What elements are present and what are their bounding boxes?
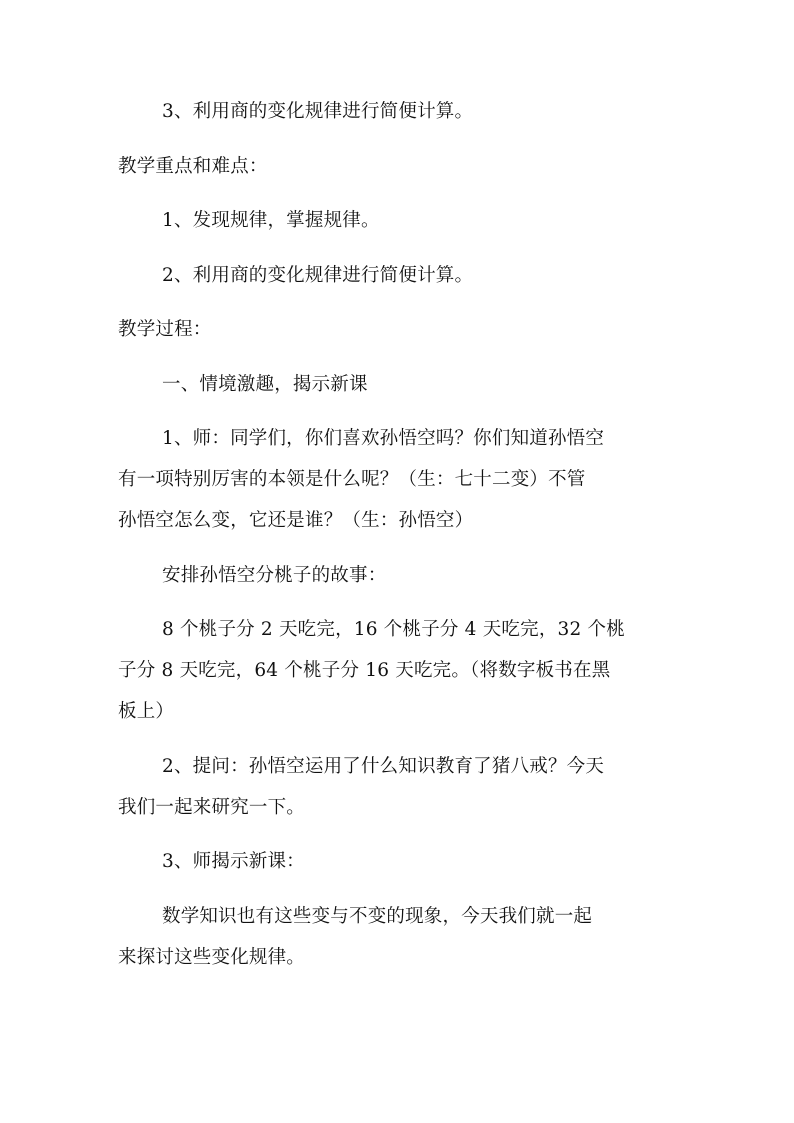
text-line-key-point-2: 2、利用商的变化规律进行简便计算。 [162,265,474,286]
heading-key-points: 教学重点和难点： [118,156,268,177]
paragraph-line: 有一项特别厉害的本领是什么呢？（生：七十二变）不管 [118,469,586,490]
text-line-key-point-1: 1、发现规律，掌握规律。 [162,210,380,231]
section-heading-1: 一、情境激趣，揭示新课 [162,374,368,395]
paragraph-line: 2、提问：孙悟空运用了什么知识教育了猪八戒？今天 [162,756,605,777]
paragraph-line: 我们一起来研究一下。 [118,797,306,818]
paragraph-line: 3、师揭示新课： [162,851,305,872]
paragraph-line: 8 个桃子分 2 天吃完，16 个桃子分 4 天吃完，32 个桃 [162,619,625,640]
paragraph-line: 孙悟空怎么变，它还是谁？（生：孙悟空） [118,510,474,531]
paragraph-line: 子分 8 天吃完，64 个桃子分 16 天吃完。（将数字板书在黑 [118,660,611,681]
paragraph-line: 1、师：同学们，你们喜欢孙悟空吗？你们知道孙悟空 [162,428,605,449]
heading-teaching-process: 教学过程： [118,319,212,340]
text-line-objective-3: 3、利用商的变化规律进行简便计算。 [162,101,474,122]
paragraph-line: 安排孙悟空分桃子的故事： [162,565,387,586]
paragraph-line: 板上） [118,701,175,722]
paragraph-line: 来探讨这些变化规律。 [118,947,306,968]
paragraph-line: 数学知识也有这些变与不变的现象，今天我们就一起 [162,906,593,927]
